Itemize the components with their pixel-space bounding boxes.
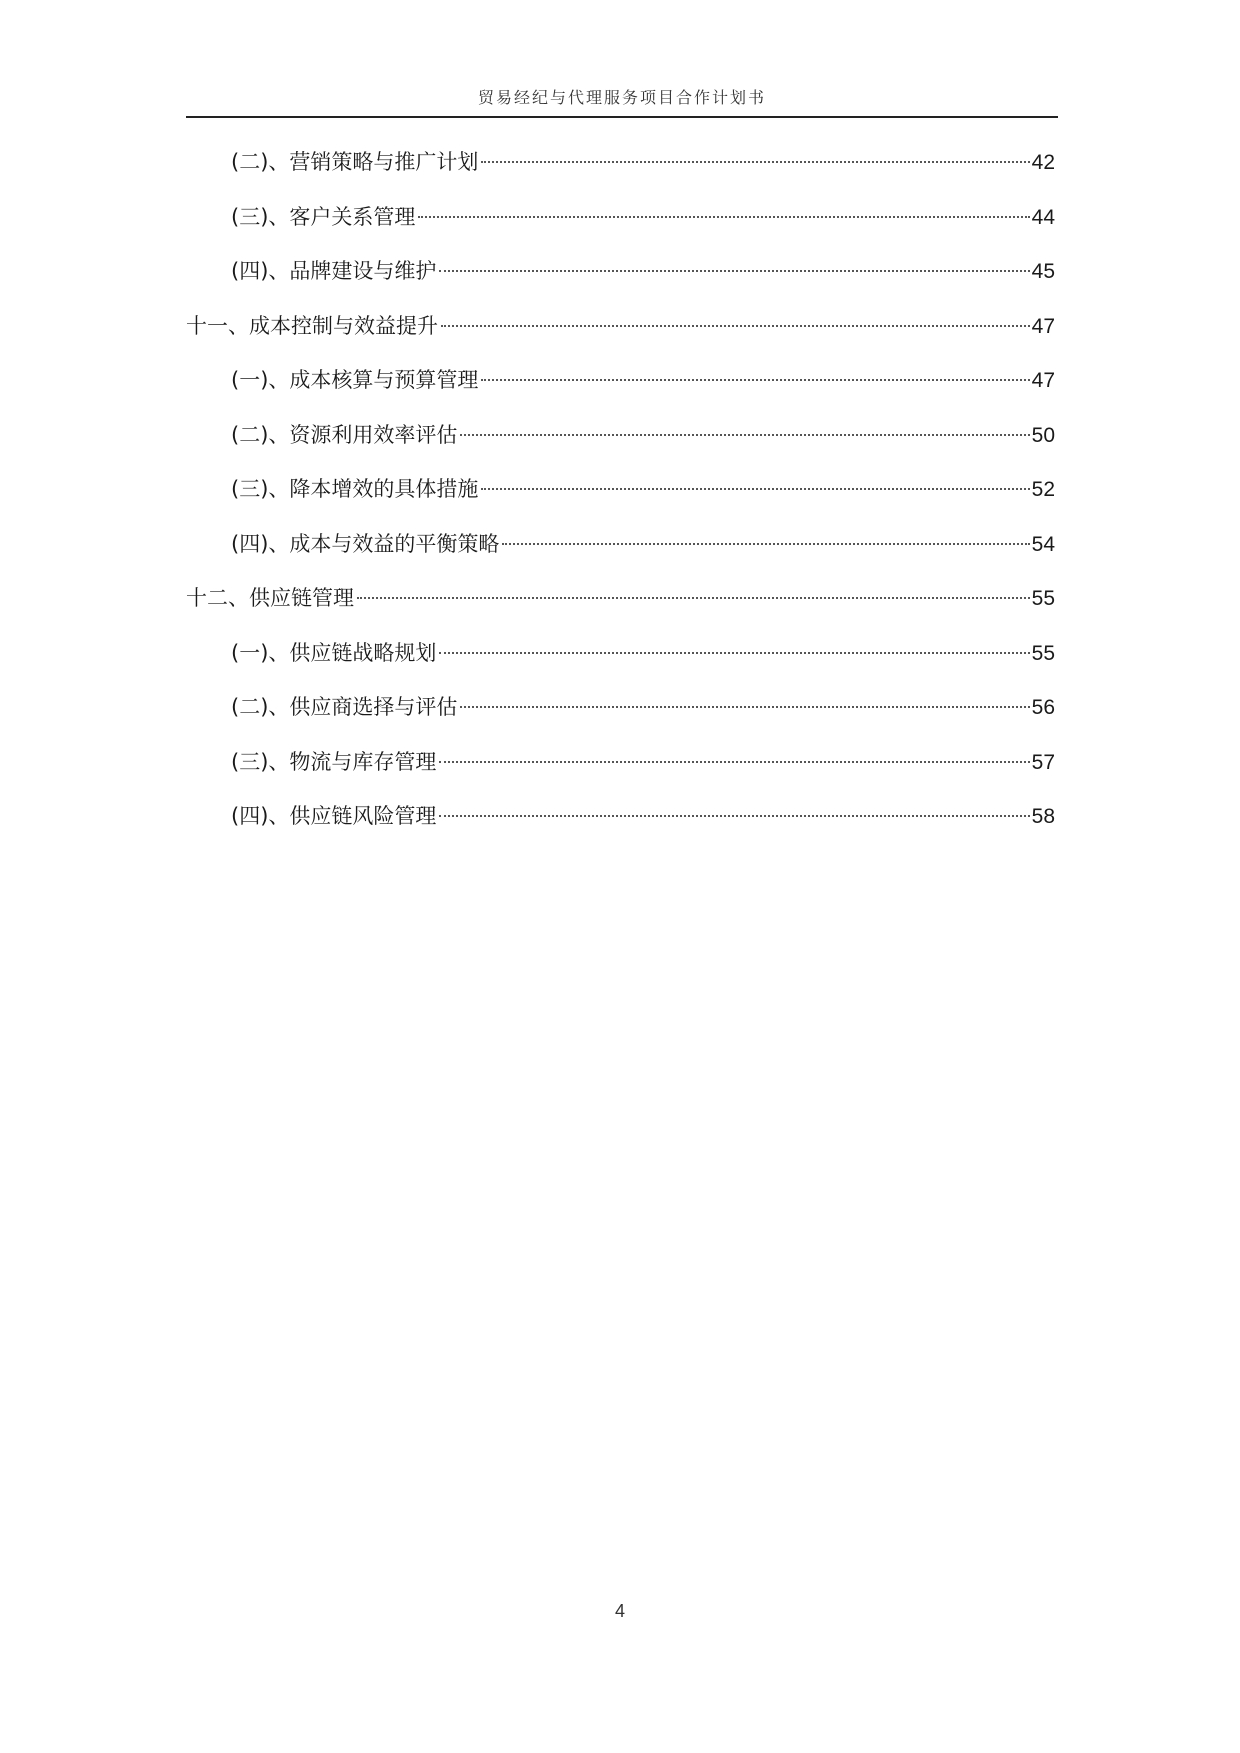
toc-dot-leader xyxy=(460,434,1029,436)
toc-entry-label: (四)、成本与效益的平衡策略 xyxy=(231,531,500,556)
toc-entry-label: (三)、物流与库存管理 xyxy=(231,749,437,774)
toc-section-entry[interactable] xyxy=(186,747,1055,802)
toc-chapter-entry[interactable] xyxy=(186,311,1055,366)
toc-dot-leader xyxy=(460,706,1029,708)
toc-entry-label: (一)、供应链战略规划 xyxy=(231,640,437,665)
toc-entry-page-number: 52 xyxy=(1031,478,1055,501)
toc-dot-leader xyxy=(439,815,1029,817)
toc-section-entry[interactable] xyxy=(186,638,1055,693)
toc-section-entry[interactable] xyxy=(186,365,1055,420)
toc-dot-leader xyxy=(418,216,1029,218)
toc-entry-page-number: 44 xyxy=(1031,205,1055,229)
toc-dot-leader xyxy=(481,161,1029,163)
toc-entry-label: 十二、供应链管理 xyxy=(186,586,354,610)
toc-dot-leader xyxy=(439,652,1029,654)
toc-chapter-entry[interactable] xyxy=(186,583,1055,638)
toc-entry-page-number: 57 xyxy=(1031,750,1055,774)
toc-section-entry[interactable] xyxy=(186,474,1055,529)
toc-dot-leader xyxy=(441,325,1030,327)
toc-entry-page-number: 47 xyxy=(1031,369,1055,392)
toc-section-entry[interactable] xyxy=(186,420,1055,475)
toc-dot-leader xyxy=(481,488,1029,490)
toc-entry-label: (三)、客户关系管理 xyxy=(231,204,416,229)
toc-section-entry[interactable] xyxy=(186,202,1055,257)
toc-section-entry[interactable] xyxy=(186,692,1055,747)
toc-entry-page-number: 58 xyxy=(1031,805,1055,828)
toc-section-entry[interactable] xyxy=(186,147,1055,202)
toc-entry-page-number: 56 xyxy=(1031,696,1055,719)
toc-section-entry[interactable] xyxy=(186,529,1055,584)
toc-entry-page-number: 50 xyxy=(1031,423,1055,447)
toc-entry-label: (二)、供应商选择与评估 xyxy=(231,695,458,719)
toc-entry-page-number: 42 xyxy=(1031,151,1055,174)
toc-entry-page-number: 55 xyxy=(1031,587,1055,610)
toc-entry-page-number: 54 xyxy=(1031,532,1055,556)
toc-entry-label: (二)、资源利用效率评估 xyxy=(231,422,458,447)
toc-dot-leader xyxy=(439,270,1029,272)
table-of-contents xyxy=(186,147,1055,856)
toc-section-entry[interactable] xyxy=(186,256,1055,311)
toc-entry-page-number: 47 xyxy=(1031,314,1055,338)
toc-entry-label: (四)、供应链风险管理 xyxy=(231,804,437,828)
toc-dot-leader xyxy=(481,379,1029,381)
toc-entry-page-number: 45 xyxy=(1031,260,1055,283)
toc-entry-label: 十一、成本控制与效益提升 xyxy=(186,313,438,338)
toc-entry-label: (三)、降本增效的具体措施 xyxy=(231,477,479,501)
toc-dot-leader xyxy=(502,543,1029,545)
toc-dot-leader xyxy=(439,761,1029,763)
toc-entry-label: (四)、品牌建设与维护 xyxy=(231,259,437,283)
toc-entry-label: (一)、成本核算与预算管理 xyxy=(231,368,479,392)
toc-section-entry[interactable] xyxy=(186,801,1055,856)
toc-entry-page-number: 55 xyxy=(1031,641,1055,665)
page-number: 4 xyxy=(614,1601,625,1621)
page-header xyxy=(186,86,1058,118)
toc-entry-label: (二)、营销策略与推广计划 xyxy=(231,150,479,174)
toc-dot-leader xyxy=(357,597,1030,599)
document-title: 贸易经纪与代理服务项目合作计划书 xyxy=(477,88,766,107)
